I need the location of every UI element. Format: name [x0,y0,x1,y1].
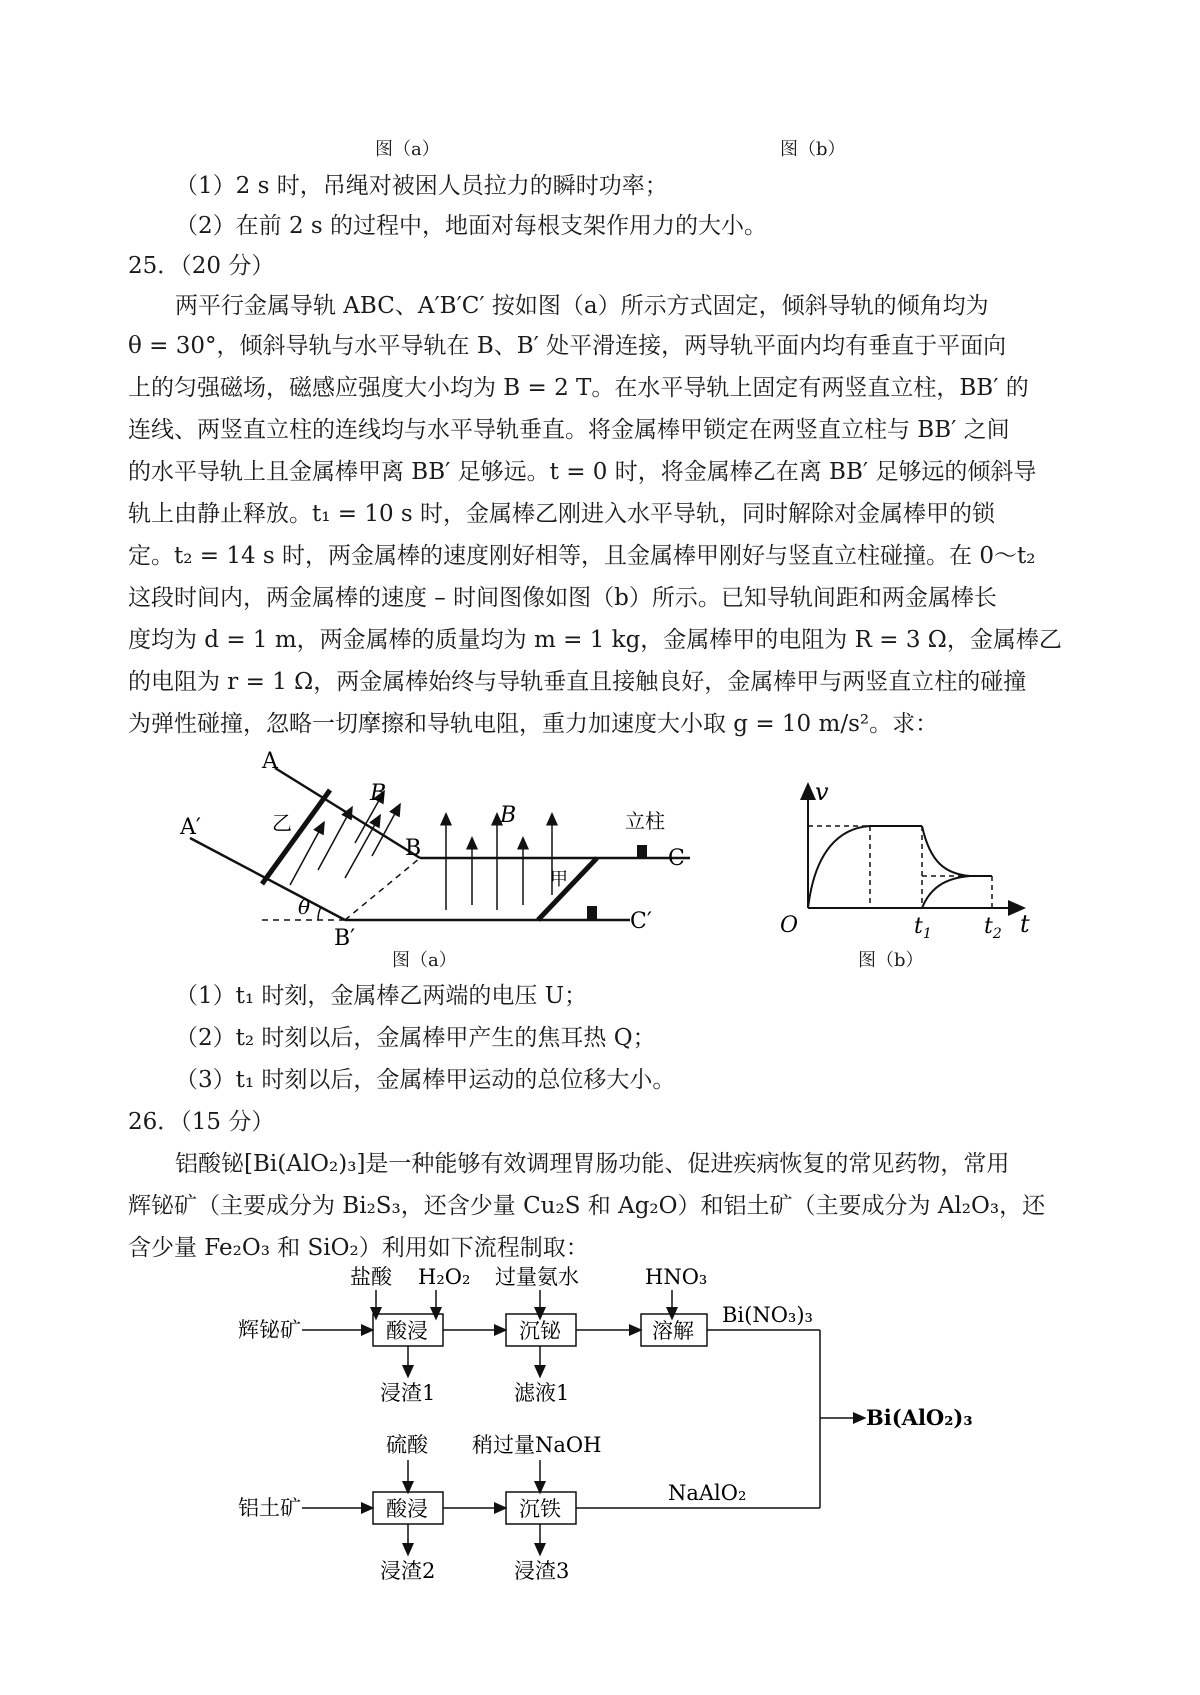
label-C: C [668,846,685,871]
q26-paragraph-line: 含少量 Fe₂O₃ 和 SiO₂）利用如下流程制取： [128,1235,589,1261]
figure-b-caption: 图（b） [858,950,924,971]
q26-header: 26．（15 分） [128,1109,275,1135]
label-yi: 乙 [272,811,292,835]
q25-paragraph-line: 上的匀强磁场，磁感应强度大小均为 B = 2 T。在水平导轨上固定有两竖直立柱，BB′ 的 [128,375,1029,401]
q24-subquestion-1: （1）2 s 时，吊绳对被困人员拉力的瞬时功率； [175,173,668,199]
flow-source-bauxite: 铝土矿 [238,1496,301,1520]
flow-box-label: 酸浸 [386,1319,428,1343]
label-post: 立柱 [625,809,665,833]
flow-input-hydrochloric-acid: 盐酸 [350,1265,392,1289]
q25-paragraph-line: 为弹性碰撞，忽略一切摩擦和导轨电阻，重力加速度大小取 g = 10 m/s²。求： [128,711,939,737]
q25-subquestion-3: （3）t₁ 时刻以后，金属棒甲运动的总位移大小。 [175,1067,676,1093]
figure-caption-a-top: 图（a） [375,139,440,160]
q25-subquestion-2: （2）t₂ 时刻以后，金属棒甲产生的焦耳热 Q； [175,1025,656,1051]
q25-paragraph-line: θ = 30°，倾斜导轨与水平导轨在 B、B′ 处平滑连接，两导轨平面内均有垂直于平面向 [128,333,1007,359]
label-v: v [815,778,829,806]
q25-paragraph-line: 的电阻为 r = 1 Ω，两金属棒始终与导轨垂直且接触良好，金属棒甲与两竖直立柱的碰撞 [128,669,1027,695]
q25-paragraph-line: 两平行金属导轨 ABC、A′B′C′ 按如图（a）所示方式固定，倾斜导轨的倾角均为 [175,293,989,319]
q26-paragraph-line: 铝酸铋[Bi(AlO₂)₃]是一种能够有效调理胃肠功能、促进疾病恢复的常见药物，常用 [175,1151,1010,1177]
flow-output-filtrate-1: 滤液1 [514,1381,570,1405]
q25-paragraph-line: 这段时间内，两金属棒的速度 – 时间图像如图（b）所示。已知导轨间距和两金属棒长 [128,585,997,611]
flow-input-hno3: HNO₃ [645,1265,708,1289]
label-t: t [1020,910,1030,938]
q25-paragraph-line: 连线、两竖直立柱的连线均与水平导轨垂直。将金属棒甲锁定在两竖直立柱与 BB′ 之间 [128,417,1010,443]
figure-a-caption: 图（a） [392,950,457,971]
label-t2: $t_2$ [984,914,1002,942]
label-O: O [780,913,799,938]
q24-subquestion-2: （2）在前 2 s 的过程中，地面对每根支架作用力的大小。 [175,213,768,239]
flow-input-h2o2: H₂O₂ [418,1265,471,1289]
flow-box-label: 沉铁 [519,1497,561,1521]
flow-input-naoh: 稍过量NaOH [472,1433,602,1457]
flow-input-excess-ammonia: 过量氨水 [495,1265,579,1289]
flow-final-product: Bi(AlO₂)₃ [866,1405,973,1430]
flow-source-bismuthinite: 辉铋矿 [238,1318,301,1342]
flow-box-label: 酸浸 [386,1497,428,1521]
figure-caption-b-top: 图（b） [780,139,846,160]
flow-output-residue-1: 浸渣1 [380,1381,436,1405]
q25-paragraph-line: 定。t₂ = 14 s 时，两金属棒的速度刚好相等，且金属棒甲刚好与竖直立柱碰撞。在 0～t₂ [128,543,1036,569]
flow-output-residue-2: 浸渣2 [380,1559,436,1583]
label-A-prime: A′ [180,815,201,840]
flow-box-label: 溶解 [652,1319,694,1343]
label-A: A [262,749,278,774]
label-field-B-incline: B [370,781,387,806]
flow-product-bismuth-nitrate: Bi(NO₃)₃ [722,1303,813,1327]
q26-paragraph-line: 辉铋矿（主要成分为 Bi₂S₃，还含少量 Cu₂S 和 Ag₂O）和铝土矿（主要成分为 Al₂O₃，还 [128,1193,1046,1219]
q25-paragraph-line: 度均为 d = 1 m，两金属棒的质量均为 m = 1 kg，金属棒甲的电阻为 R = 3 Ω，金属棒乙 [128,627,1062,653]
label-B-prime: B′ [334,926,356,951]
label-jia: 甲 [550,869,568,890]
flow-output-residue-3: 浸渣3 [514,1559,570,1583]
q25-subquestion-1: （1）t₁ 时刻，金属棒乙两端的电压 U； [175,983,588,1009]
label-C-prime: C′ [630,909,652,934]
flow-box-label: 沉铋 [519,1319,561,1343]
q25-paragraph-line: 的水平导轨上且金属棒甲离 BB′ 足够远。t = 0 时，将金属棒乙在离 BB′ 足够远的倾斜导 [128,459,1037,485]
label-field-B-horizontal: B [500,803,517,828]
label-B: B [405,836,422,861]
label-t1: $t_1$ [914,914,932,942]
q25-header: 25．（20 分） [128,253,275,279]
flow-product-sodium-aluminate: NaAlO₂ [668,1481,747,1505]
label-theta: θ [298,895,311,919]
q25-paragraph-line: 轨上由静止释放。t₁ = 10 s 时，金属棒乙刚进入水平导轨，同时解除对金属棒甲的锁 [128,501,996,527]
flow-input-sulfuric-acid: 硫酸 [386,1433,428,1457]
